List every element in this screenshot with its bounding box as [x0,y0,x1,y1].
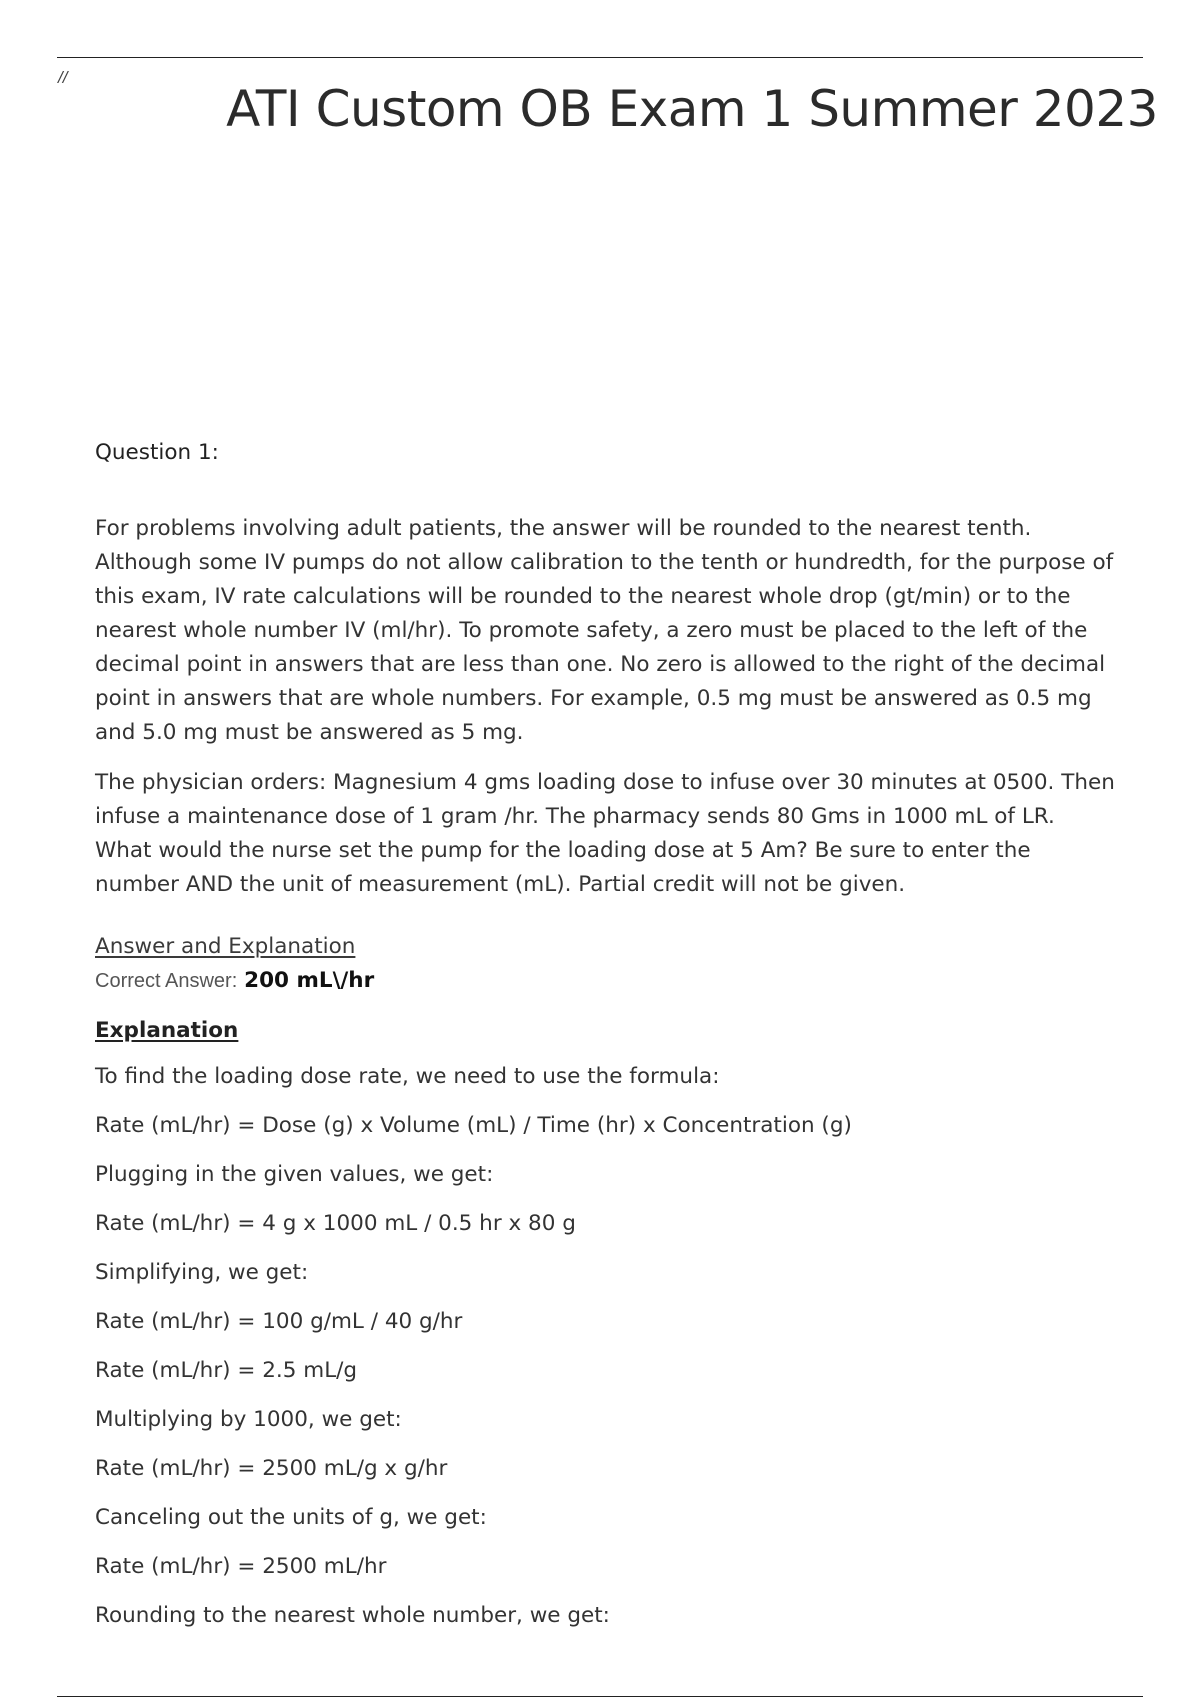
top-divider [57,57,1143,58]
correct-answer-value: 200 mL\/hr [244,968,375,993]
page-marker: // [58,68,68,87]
explanation-step: Plugging in the given values, we get: [95,1162,494,1187]
bottom-divider [57,1696,1143,1697]
explanation-step: Rate (mL/hr) = 2500 mL/g x g/hr [95,1456,448,1481]
question-prompt: The physician orders: Magnesium 4 gms loading dose to infuse over 30 minutes at 0500. Then infuse a maintenance dose of 1 gram /hr. The pharmacy sends 80 Gms in 1000 mL of LR. What would the nurse set the pump for the loading dose at 5 Am? Be sure to enter the number AND the unit of measurement (mL). Partial credit will not be given. [95,770,1115,897]
question-instructions: For problems involving adult patients, the answer will be rounded to the nearest tenth. Although some IV pumps do not allow calibration to the tenth or hundredth, for the purpose of this exam, IV rate calculations will be rounded to the nearest whole drop (gt/min) or to the nearest whole number IV (ml/hr). To promote safety, a zero must be placed to the left of the decimal point in answers that are less than one. No zero is allowed to the right of the decimal point in answers that are whole numbers. For example, 0.5 mg must be answered as 0.5 mg and 5.0 mg must be answered as 5 mg. [95,516,1114,745]
document-body [95,436,1115,1648]
explanation-heading: Explanation [95,1018,239,1043]
explanation-step: Rounding to the nearest whole number, we get: [95,1603,610,1628]
explanation-step: Rate (mL/hr) = 2500 mL/hr [95,1554,387,1579]
explanation-step: Multiplying by 1000, we get: [95,1407,402,1432]
explanation-step: Rate (mL/hr) = 100 g/mL / 40 g/hr [95,1309,463,1334]
explanation-step: Canceling out the units of g, we get: [95,1505,487,1530]
document-title: ATI Custom OB Exam 1 Summer 2023 [226,80,1158,138]
explanation-step: Rate (mL/hr) = 4 g x 1000 mL / 0.5 hr x 80 g [95,1211,576,1236]
correct-answer-line [95,964,1115,998]
question-label: Question 1: [95,440,219,465]
explanation-step: Rate (mL/hr) = 2.5 mL/g [95,1358,358,1383]
answer-heading: Answer and Explanation [95,934,356,959]
correct-answer-label: Correct Answer: [95,970,238,992]
explanation-step: Simplifying, we get: [95,1260,309,1285]
explanation-step: Rate (mL/hr) = Dose (g) x Volume (mL) / Time (hr) x Concentration (g) [95,1113,852,1138]
explanation-step: To find the loading dose rate, we need to use the formula: [95,1064,720,1089]
